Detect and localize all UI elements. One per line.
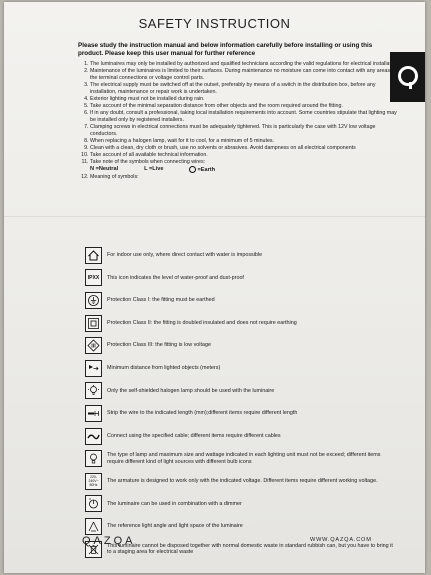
- intro-text: Please study the instruction manual and below information carefully before installing or using this product. Please keep this user manual for further reference: [78, 42, 373, 57]
- symbol-row: Protection Class III: the fitting is low voltage: [85, 334, 395, 357]
- list-item: 12. Meaning of symbols:: [90, 174, 402, 181]
- symbol-row: IPXX This icon indicates the level of water-proof and dust-proof: [85, 267, 395, 290]
- list-item: 3. The electrical supply must be switched off at the outset, preferably by means of a switch in the distribution box, before any installation, maintenance or repair work is undertaken.: [90, 82, 402, 95]
- symbol-row: 220-240V~ 50Hz The armature is designed to work only with the indicated voltage. Different items require different working voltage.: [85, 470, 395, 493]
- lamp-wattage-icon: [85, 450, 102, 467]
- symbol-row: The type of lamp and maximum size and wattage indicated in each lighting unit must not be exceed; different items require different kind of light sources with different bulb icons: [85, 447, 395, 470]
- list-item: 7. Clamping screws in electrical connections must be adequately tightened. This is particularly the case with 12V low voltage conductors.: [90, 124, 402, 137]
- list-item: 9. Clean with a clean, dry cloth or brush, use no solvents or abrasives. Avoid dampness on all electrical components: [90, 145, 402, 152]
- symbol-row: Protection Class II: the fitting is doubled insulated and does not require earthing: [85, 312, 395, 335]
- neutral-label: N =Neutral: [90, 165, 119, 172]
- list-item: 10. Take account of all available technical information.: [90, 152, 402, 159]
- page-title: SAFETY INSTRUCTION: [138, 16, 291, 31]
- website-url: WWW.QAZQA.COM: [310, 537, 372, 543]
- earth-class1-icon: [85, 292, 102, 309]
- cable-icon: [85, 428, 102, 445]
- symbol-row: For indoor use only, where direct contact with water is impossible: [85, 244, 395, 267]
- paper-fold: [4, 216, 425, 217]
- symbol-row: Minimum distance from lighted objects (meters): [85, 357, 395, 380]
- live-label: L =Live: [144, 165, 164, 172]
- list-item: 6. If in any doubt, consult a professional, taking local installation requirements into account. Some countries stipulate that lighting may be installed only by registered installers.: [90, 110, 402, 123]
- list-item: 4. Exterior lighting must not be installed during rain.: [90, 96, 402, 103]
- symbol-row: The luminaire can be used in combination with a dimmer: [85, 493, 395, 516]
- indoor-house-icon: [85, 247, 102, 264]
- symbol-row: The reference light angle and light space of the luminaire: [85, 515, 395, 538]
- brand-logo: QAZQA: [82, 535, 136, 547]
- list-item: 11. Take note of the symbols when connecting wires: N =Neutral L =Live =Earth: [90, 159, 402, 173]
- symbol-row: Connect using the specified cable; different items require different cables: [85, 425, 395, 448]
- list-item: 2. Maintenance of the luminaires is limited to their surfaces. During maintenance no moisture can come into contact with any areas of the terminal connections or voltage control parts.: [90, 68, 402, 81]
- double-insulated-icon: [85, 315, 102, 332]
- light-angle-icon: [85, 518, 102, 535]
- earth-label: =Earth: [197, 166, 216, 173]
- list-item: 8. When replacing a halogen lamp, wait for it to cool, for a minimum of 5 minutes.: [90, 138, 402, 145]
- strip-wire-icon: [85, 405, 102, 422]
- ipx-icon: IPXX: [85, 269, 102, 286]
- shielded-halogen-icon: [85, 382, 102, 399]
- voltage-icon: 220-240V~ 50Hz: [85, 473, 102, 490]
- instruction-list: [80, 61, 402, 182]
- min-distance-icon: [85, 360, 102, 377]
- instruction-sheet: [4, 2, 425, 573]
- list-item: 1. The luminaires may only be installed by authorized and qualified technicians according the valid regulations for electrical installation.: [90, 61, 402, 68]
- list-item: 5. Take account of the minimal separation distance from other objects and the room required around the fitting.: [90, 103, 402, 110]
- class3-icon: [85, 337, 102, 354]
- wire-symbols: [90, 166, 402, 174]
- symbol-row: Protection Class I: the fitting must be earthed: [85, 289, 395, 312]
- symbol-legend: [85, 244, 395, 560]
- symbol-row: This luminaire cannot be disposed together with normal domestic waste in standard rubbish can, but you have to bring it to a staging area for electrical waste: [85, 538, 395, 561]
- symbol-row: Strip the wire to the indicated length (mm);different items require different length: [85, 402, 395, 425]
- dimmer-icon: [85, 495, 102, 512]
- symbol-row: Only the self-shielded halogen lamp should be used with the luminaire: [85, 380, 395, 403]
- earth-icon: [189, 166, 196, 173]
